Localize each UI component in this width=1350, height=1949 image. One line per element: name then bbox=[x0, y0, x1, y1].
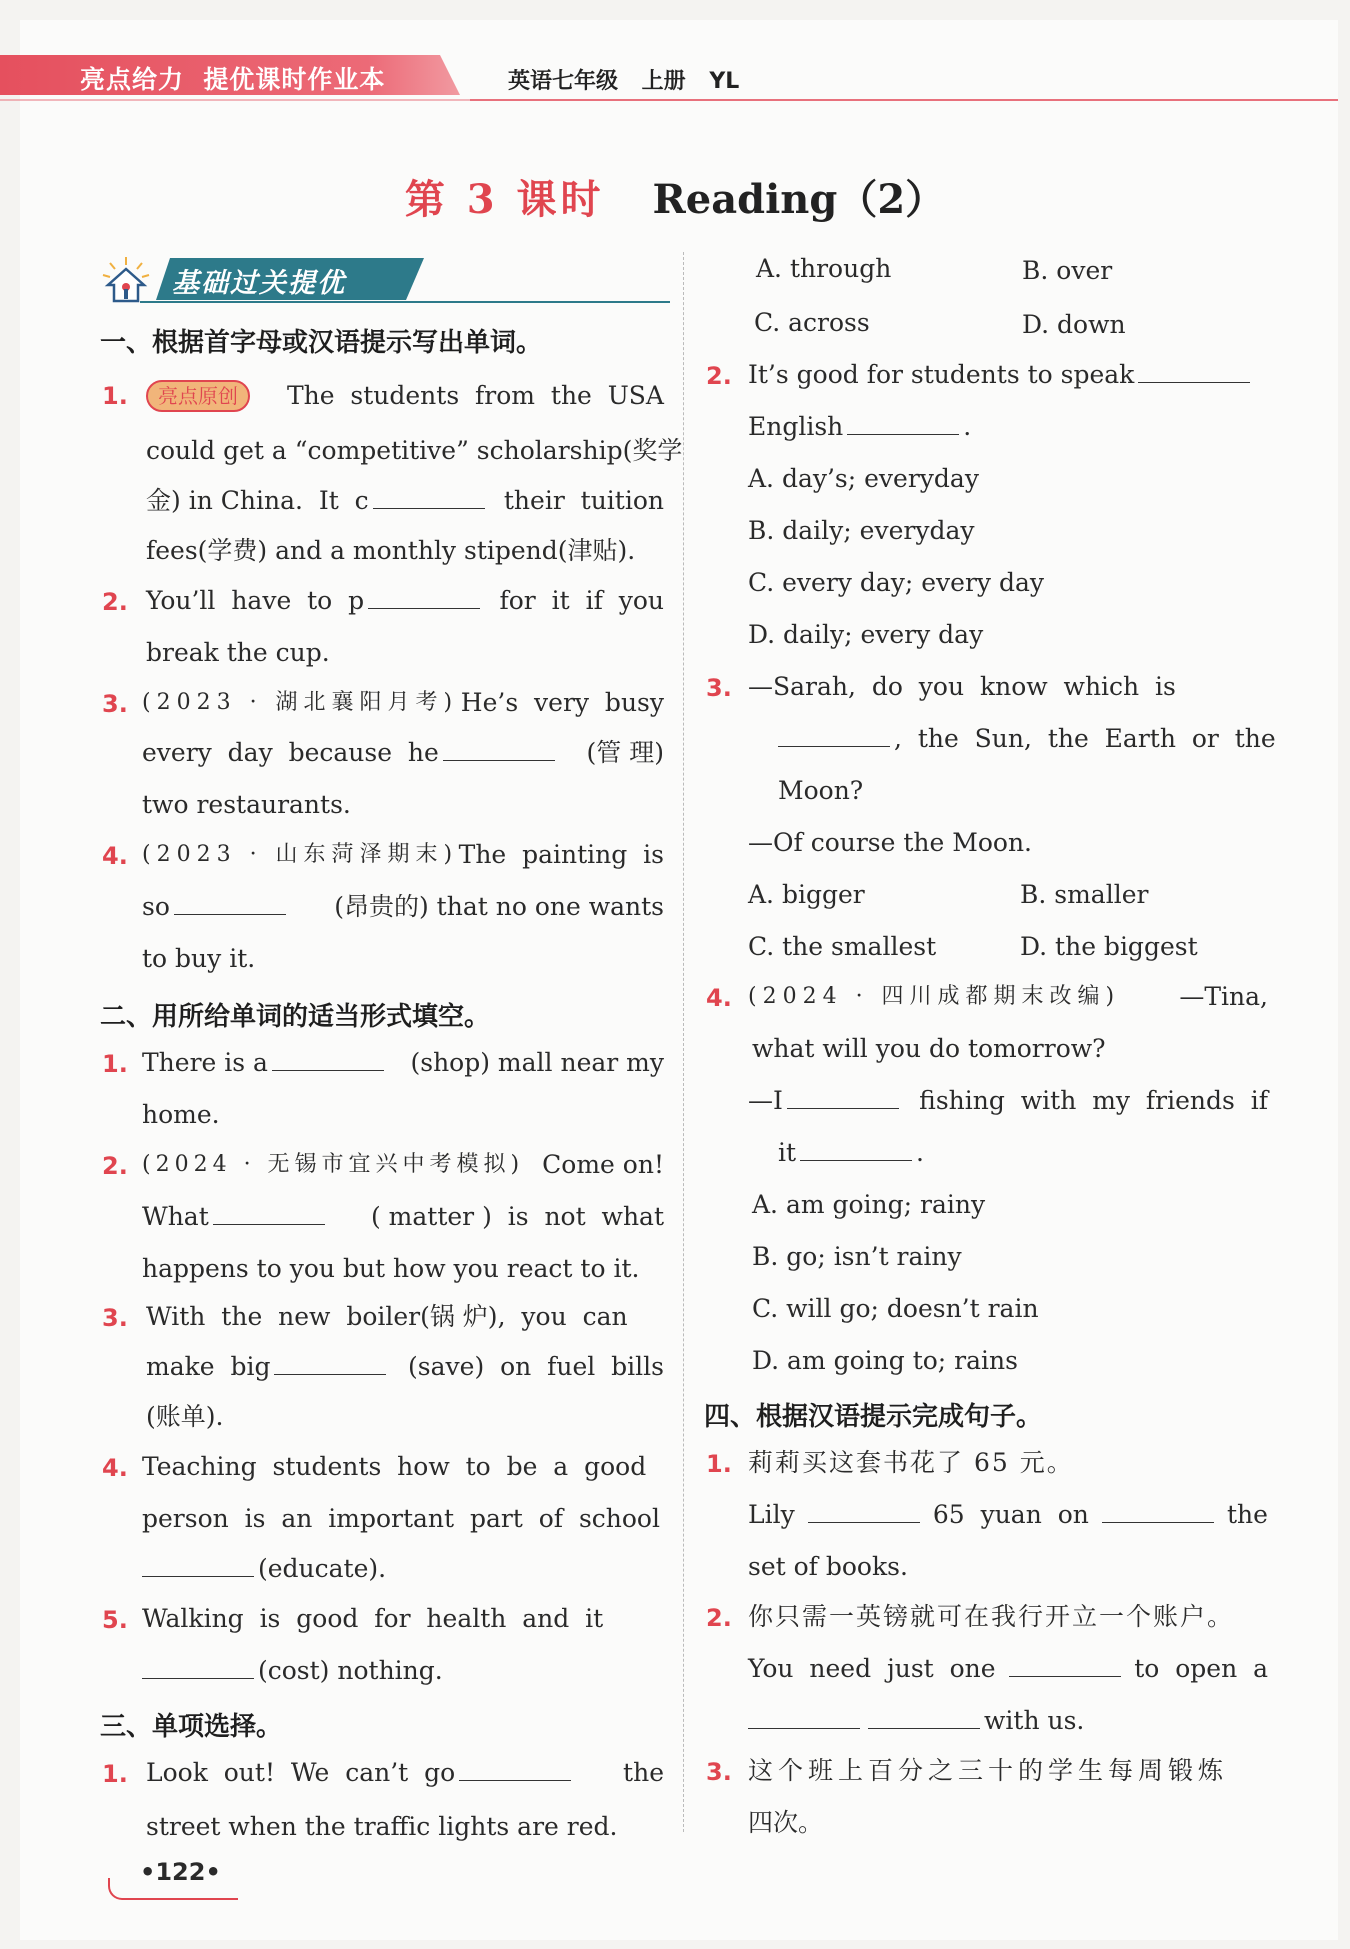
answer-blank[interactable] bbox=[272, 1048, 384, 1071]
option: D. down bbox=[1022, 310, 1126, 339]
page bbox=[20, 20, 1338, 1940]
s3-q2-line2: English . bbox=[748, 412, 972, 441]
answer-blank[interactable] bbox=[142, 1554, 254, 1577]
header-rule bbox=[470, 99, 1338, 101]
s4-q3-chinese: 这个班上百分之三十的学生每周锻炼 bbox=[748, 1756, 1229, 1785]
lesson-topic: Reading（2） bbox=[652, 176, 946, 223]
section-banner bbox=[100, 255, 670, 305]
option: C. across bbox=[754, 308, 870, 337]
s2-q4-line2: person is an important part of school bbox=[142, 1504, 660, 1533]
option: C. will go; doesn’t rain bbox=[752, 1294, 1039, 1323]
answer-blank[interactable] bbox=[459, 1758, 571, 1781]
header-rule-left bbox=[0, 99, 470, 101]
original-tag: 亮点原创 bbox=[146, 380, 250, 412]
s3-q3-line4: —Of course the Moon. bbox=[748, 828, 1033, 857]
question-number: 3. bbox=[706, 674, 732, 702]
option: C. the smallest bbox=[748, 932, 937, 961]
s3-q3-line3: Moon? bbox=[778, 776, 864, 805]
s1-q1-line4: fees(学费) and a monthly stipend(津贴). bbox=[146, 536, 636, 565]
s2-q5-line2: (cost) nothing. bbox=[142, 1656, 443, 1686]
answer-blank[interactable] bbox=[213, 1202, 325, 1225]
section-2-heading: 二、用所给单词的适当形式填空。 bbox=[100, 1002, 491, 1032]
s1-q2-line2: break the cup. bbox=[146, 638, 330, 667]
header-brand: 亮点给力 提优课时作业本 bbox=[80, 65, 386, 94]
column-divider bbox=[683, 252, 684, 1832]
option: C. every day; every day bbox=[748, 568, 1045, 597]
s4-q1-chinese: 莉莉买这套书花了 65 元。 bbox=[748, 1448, 1074, 1477]
s3-q4-line1: (2024 · 四川成都期末改编) —Tina, bbox=[748, 982, 1268, 1011]
question-number: 4. bbox=[706, 984, 732, 1012]
section-1-heading: 一、根据首字母或汉语提示写出单词。 bbox=[100, 328, 543, 358]
s3-q4-line2: what will you do tomorrow? bbox=[752, 1034, 1106, 1063]
s2-q4-line1: Teaching students how to be a good bbox=[142, 1452, 647, 1481]
answer-blank[interactable] bbox=[808, 1500, 920, 1523]
option: A. bigger bbox=[748, 880, 865, 909]
s3-q4-line4: it . bbox=[778, 1138, 924, 1167]
s1-q4-line3: to buy it. bbox=[142, 944, 256, 973]
option: D. the biggest bbox=[1020, 932, 1198, 961]
s4-q3-chinese-cont: 四次。 bbox=[748, 1808, 824, 1837]
answer-blank[interactable] bbox=[142, 1656, 254, 1679]
s2-q1-line1: There is a (shop) mall near my bbox=[142, 1048, 664, 1077]
s4-q1-line2: set of books. bbox=[748, 1552, 908, 1581]
lesson-number: 第 3 课时 bbox=[404, 176, 605, 223]
s3-q2-line1: It’s good for students to speak bbox=[748, 360, 1254, 390]
answer-blank[interactable] bbox=[847, 412, 959, 435]
s1-q3-line2: every day because he (管 理) bbox=[142, 738, 664, 767]
s4-q2-chinese: 你只需一英镑就可在我行开立一个账户。 bbox=[748, 1602, 1235, 1631]
s2-q2-line2: What ( matter ) is not what bbox=[142, 1202, 664, 1231]
question-number: 2. bbox=[102, 588, 128, 616]
answer-blank[interactable] bbox=[368, 586, 480, 609]
s2-q3-line1: With the new boiler(锅 炉), you can bbox=[146, 1302, 628, 1331]
answer-blank[interactable] bbox=[800, 1138, 912, 1161]
option: A. day’s; everyday bbox=[748, 464, 979, 493]
s2-q4-line3: (educate). bbox=[142, 1554, 386, 1584]
answer-blank[interactable] bbox=[174, 892, 286, 915]
question-number: 1. bbox=[102, 1760, 128, 1788]
s1-q1-line3: 金) in China. It c their tuition bbox=[146, 486, 664, 515]
question-number: 1. bbox=[102, 382, 128, 410]
s1-q4-line2: so (昂贵的) that no one wants bbox=[142, 892, 664, 921]
s1-q4-line1: (2023 · 山东菏泽期末) The painting is bbox=[142, 840, 664, 869]
s3-q1-line1: Look out! We can’t go the bbox=[146, 1758, 664, 1787]
s1-q2-line1: You’ll have to p for it if you bbox=[146, 586, 664, 615]
answer-blank[interactable] bbox=[443, 738, 555, 761]
answer-blank[interactable] bbox=[1138, 360, 1250, 383]
house-icon bbox=[100, 255, 152, 303]
option: B. go; isn’t rainy bbox=[752, 1242, 962, 1271]
answer-blank[interactable] bbox=[778, 724, 890, 747]
s1-q3-line1: (2023 · 湖北襄阳月考) He’s very busy bbox=[142, 688, 664, 717]
s3-q1-line2: street when the traffic lights are red. bbox=[146, 1812, 618, 1841]
question-number: 2. bbox=[706, 362, 732, 390]
question-number: 4. bbox=[102, 842, 128, 870]
answer-blank[interactable] bbox=[748, 1706, 860, 1729]
s1-q3-line3: two restaurants. bbox=[142, 790, 351, 819]
option: B. over bbox=[1022, 256, 1113, 285]
option: D. am going to; rains bbox=[752, 1346, 1018, 1375]
s4-q1-line1: Lily 65 yuan on the bbox=[748, 1500, 1268, 1529]
answer-blank[interactable] bbox=[1009, 1654, 1121, 1677]
answer-blank[interactable] bbox=[868, 1706, 980, 1729]
answer-blank[interactable] bbox=[274, 1352, 386, 1375]
question-number: 2. bbox=[102, 1152, 128, 1180]
option: A. through bbox=[756, 254, 892, 283]
s2-q2-line3: happens to you but how you react to it. bbox=[142, 1254, 640, 1283]
question-number: 1. bbox=[706, 1450, 732, 1478]
s2-q2-line1: (2024 · 无锡市宜兴中考模拟) Come on! bbox=[142, 1150, 664, 1179]
s2-q3-line3: (账单). bbox=[146, 1402, 224, 1431]
s2-q5-line1: Walking is good for health and it bbox=[142, 1604, 604, 1633]
s2-q1-line2: home. bbox=[142, 1100, 220, 1129]
question-number: 3. bbox=[102, 1304, 128, 1332]
s1-q1-line1: 亮点原创 The students from the USA bbox=[146, 380, 664, 412]
question-number: 1. bbox=[102, 1050, 128, 1078]
question-number: 3. bbox=[706, 1758, 732, 1786]
question-number: 4. bbox=[102, 1454, 128, 1482]
banner-label: 基础过关提优 bbox=[172, 268, 346, 299]
answer-blank[interactable] bbox=[787, 1086, 899, 1109]
s3-q3-line1: —Sarah, do you know which is bbox=[748, 672, 1176, 701]
s3-q3-line2: , the Sun, the Earth or the bbox=[778, 724, 1276, 754]
option: D. daily; every day bbox=[748, 620, 984, 649]
section-3-heading: 三、单项选择。 bbox=[100, 1712, 283, 1742]
question-number: 3. bbox=[102, 690, 128, 718]
header-book-info: 英语七年级 上册 YL bbox=[508, 69, 740, 94]
answer-blank[interactable] bbox=[1102, 1500, 1214, 1523]
answer-blank[interactable] bbox=[373, 486, 485, 509]
question-number: 2. bbox=[706, 1604, 732, 1632]
option: A. am going; rainy bbox=[752, 1190, 986, 1219]
s4-q2-line1: You need just one to open a bbox=[748, 1654, 1268, 1683]
question-number: 5. bbox=[102, 1606, 128, 1634]
s2-q3-line2: make big (save) on fuel bills bbox=[146, 1352, 664, 1381]
page-title bbox=[0, 168, 1350, 225]
section-4-heading: 四、根据汉语提示完成句子。 bbox=[704, 1402, 1043, 1432]
s4-q2-line2: with us. bbox=[748, 1706, 1084, 1736]
page-number: •122• bbox=[140, 1858, 221, 1886]
option: B. daily; everyday bbox=[748, 516, 975, 545]
s3-q4-line3: —I fishing with my friends if bbox=[748, 1086, 1268, 1115]
s1-q1-line2: could get a “competitive” scholarship(奖学 bbox=[146, 436, 683, 465]
option: B. smaller bbox=[1020, 880, 1149, 909]
